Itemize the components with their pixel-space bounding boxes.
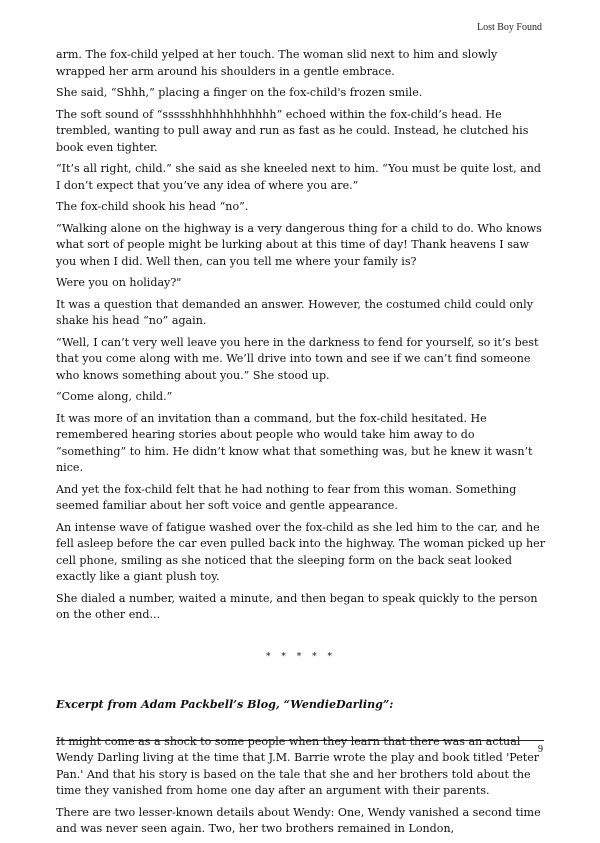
paragraph: She dialed a number, waited a minute, and then began to speak quickly to the person on the other end... <box>56 591 538 621</box>
paragraph: The soft sound of “ssssshhhhhhhhhhhh” echoed within the fox-child’s head. He trembled, wanting to pull away and run as fast as he could. Instead, he clutched his book even tighter. <box>56 107 529 154</box>
paragraph: An intense wave of fatigue washed over the fox-child as she led him to the car, and he fell asleep before the car even pulled back into the highway. The woman picked up her cell phone, smiling as she noticed that the sleeping form on the back seat looked exactly like a giant plush toy. <box>56 520 546 583</box>
page-number: 9 <box>538 744 543 755</box>
paragraph: arm. The fox-child yelped at her touch. The woman slid next to him and slowly wrapped her arm around his shoulders in a gentle embrace. <box>56 48 498 78</box>
paragraph: Were you on holiday?" <box>56 276 182 289</box>
excerpt-heading: Excerpt from Adam Packbell’s Blog, “WendieDarling”: <box>56 698 394 711</box>
paragraph: It was a question that demanded an answer. However, the costumed child could only shake his head “no” again. <box>56 297 533 327</box>
paragraph: “Well, I can’t very well leave you here in the darkness to fend for yourself, so it’s best that you come along with me. We’ll drive into town and see if we can’t find someone who knows something about you.” She stood up. <box>56 335 539 382</box>
footer-rule <box>56 740 544 741</box>
running-head-title: Lost Boy Found <box>476 22 542 33</box>
paragraph: “Walking alone on the highway is a very dangerous thing for a child to do. Who knows what sort of people might be lurking about at this time of day! Thank heavens I saw you when I did. Well then, can you tell me where your family is? <box>56 221 542 268</box>
paragraph: There are two lesser-known details about Wendy: One, Wendy vanished a second time and was never seen again. Two, her two brothers remained in London, <box>56 805 541 835</box>
paragraph: “It’s all right, child.” she said as she kneeled next to him. “You must be quite lost, and I don’t expect that you’ve any idea of where you are.” <box>56 162 542 192</box>
scene-break: * * * * * <box>266 651 336 662</box>
paragraph: It was more of an invitation than a command, but the fox-child hesitated. He remembered hearing stories about people who would take him away to do “something” to him. He didn’t know what that something was, but he knew it wasn’t nice. <box>56 411 533 474</box>
paragraph: It might come as a shock to some people when they learn that there was an actual Wendy Darling living at the time that J.M. Barrie wrote the play and book titled 'Peter Pan.' And that his story is based on the tale that she and her brothers told about the time they vanished from home one day after an argument with their parents. <box>56 734 540 797</box>
paragraph: And yet the fox-child felt that he had nothing to fear from this woman. Something seemed familiar about her soft voice and gentle appearance. <box>56 482 517 512</box>
page-body <box>56 47 546 843</box>
paragraph: The fox-child shook his head “no”. <box>56 200 249 213</box>
paragraph: She said, “Shhh,” placing a finger on the fox-child's frozen smile. <box>56 86 423 99</box>
paragraph: “Come along, child.” <box>56 390 173 403</box>
